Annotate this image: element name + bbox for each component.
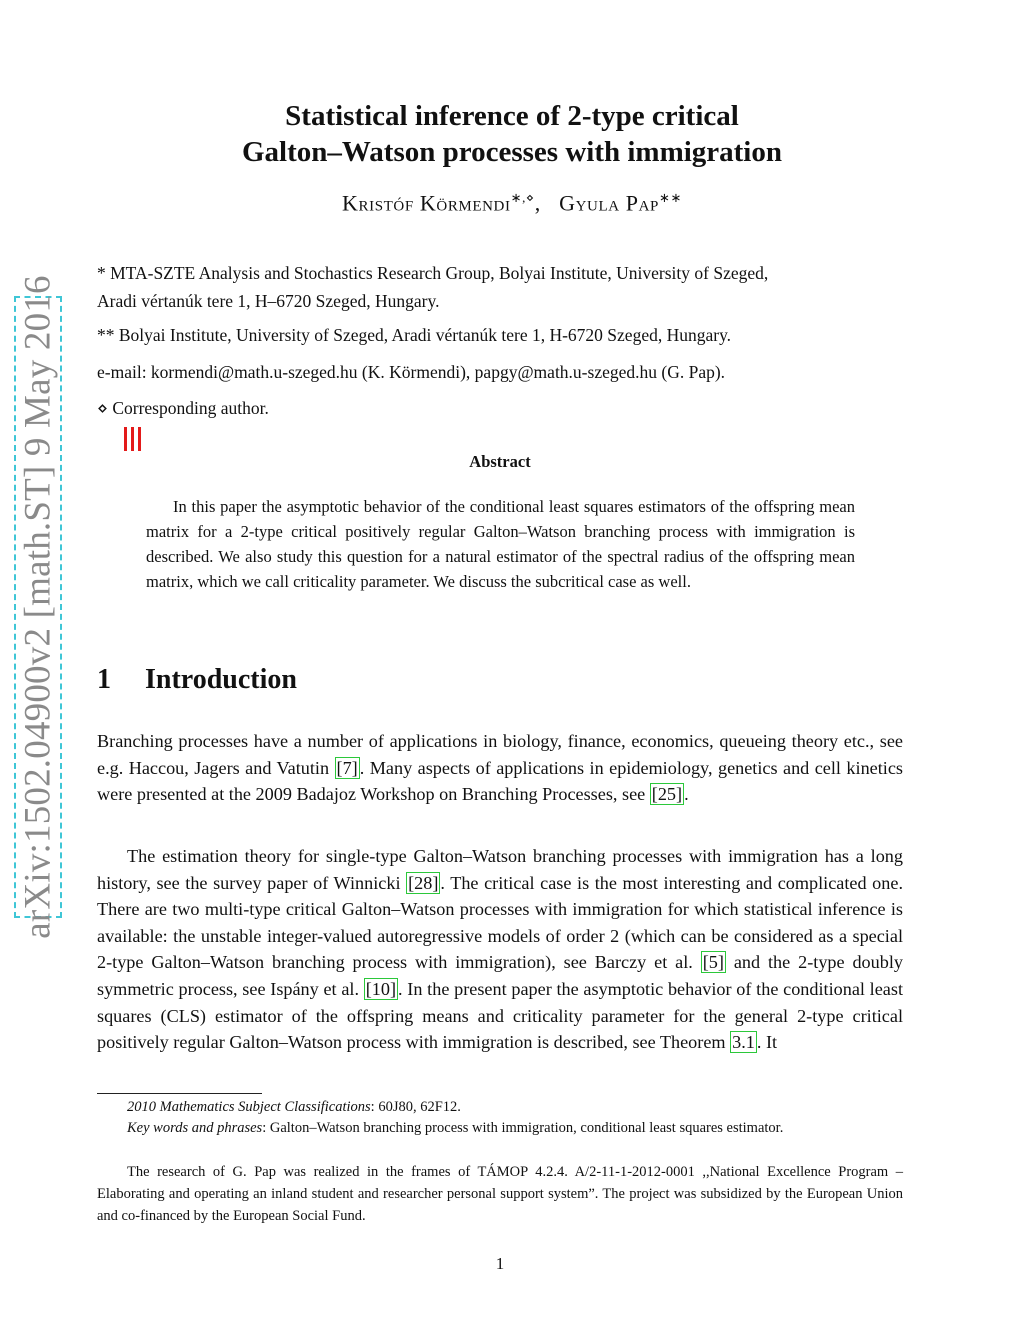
para2-text-5: . It <box>756 1032 778 1053</box>
section-title: Introduction <box>145 664 297 695</box>
abstract-body <box>146 494 855 594</box>
footnote-msc <box>97 1096 903 1118</box>
funding-text: The research of G. Pap was realized in the frames of TÁMOP 4.2.4. A/2-11-1-2012-0001 ,,National Excellence Program – Elaborating and operating an inland student and researcher personal support system”. The project was subsidized by the European Union and co-financed by the European Social Fund. <box>97 1164 903 1224</box>
email-line: e-mail: kormendi@math.u-szeged.hu (K. Körmendi), papgy@math.u-szeged.hu (G. Pap). <box>97 362 726 382</box>
section-heading <box>97 664 297 696</box>
intro-paragraph-1 <box>97 728 903 808</box>
title-line-2: Galton–Watson processes with immigration <box>242 136 782 168</box>
affiliation-1-line-1: * MTA-SZTE Analysis and Stochastics Research Group, Bolyai Institute, University of Szeged, <box>97 263 769 283</box>
msc-label: 2010 Mathematics Subject Classifications <box>127 1099 371 1115</box>
para2-text-2: . The critical case is the most interesting and complicated one. There are two multi-type critical Galton–Watson processes with immigration for which statistical inference is available: the unstable integer-valued autoregressive models of order 2 (which can be considered as a special 2-type Galton–Watson branching process with immigration), see Barczy et al. <box>97 872 903 973</box>
para2-text-3: and the 2-type doubly symmetric process, see Ispány et al. <box>97 952 903 999</box>
author-2: Gyula Pap <box>559 190 659 216</box>
abstract-heading: Abstract <box>469 452 531 471</box>
affiliation-1 <box>97 259 907 315</box>
paper-title <box>0 98 1024 170</box>
msc-value: : 60J80, 62F12. <box>370 1099 461 1115</box>
arxiv-stamp <box>14 275 62 939</box>
title-line-1: Statistical inference of 2-type critical <box>285 100 739 132</box>
revision-marker-icon <box>122 427 144 451</box>
affiliation-2: ** Bolyai Institute, University of Szeged, Aradi vértanúk tere 1, H-6720 Szeged, Hungary. <box>97 325 732 345</box>
abstract-text: In this paper the asymptotic behavior of the conditional least squares estimators of the offspring mean matrix for a 2-type critical positively regular Galton–Watson branching process with immigration is described. We also study this question for a natural estimator of the spectral radius of the offspring mean matrix, which we call criticality parameter. We discuss the subcritical case as well. <box>146 497 855 591</box>
arxiv-identifier: arXiv:1502.04900v2 [math.ST] 9 May 2016 <box>17 275 59 939</box>
corresponding-author: ⋄ Corresponding author. <box>97 398 269 418</box>
keywords-label: Key words and phrases <box>127 1120 263 1136</box>
intro-paragraph-2 <box>97 843 903 1056</box>
citation-link[interactable]: [25] <box>651 784 683 805</box>
footnote-keywords <box>97 1117 903 1139</box>
citation-link[interactable]: [5] <box>702 952 724 973</box>
para2-text-4: . In the present paper the asymptotic behavior of the conditional least squares (CLS) estimator of the offspring means and criticality parameter for the general 2-type critical positively regular Galton–Watson process with immigration is described, see Theorem <box>97 978 903 1053</box>
citation-link[interactable]: [7] <box>336 757 358 778</box>
page-number: 1 <box>495 1254 505 1273</box>
footnote-funding <box>97 1161 903 1227</box>
para2-text-1: The estimation theory for single-type Galton–Watson branching processes with immigration has a long history, see the survey paper of Winnicki <box>97 846 903 893</box>
author-1: Kristóf Körmendi <box>342 190 511 216</box>
author-separator: , <box>534 190 541 216</box>
affiliation-1-line-2: Aradi vértanúk tere 1, H–6720 Szeged, Hungary. <box>97 291 440 311</box>
author-2-marks: ∗∗ <box>658 190 682 205</box>
section-number: 1 <box>97 664 111 695</box>
keywords-value: : Galton–Watson branching process with immigration, conditional least squares estimator. <box>262 1120 784 1136</box>
theorem-link[interactable]: 3.1 <box>732 1032 755 1053</box>
para1-text-1: Branching processes have a number of applications in biology, finance, economics, queueing theory etc., see e.g. Haccou, Jagers and Vatutin <box>97 731 903 778</box>
footnote-rule <box>97 1093 262 1094</box>
para1-text-2: . Many aspects of applications in epidemiology, genetics and cell kinetics were presented at the 2009 Badajoz Workshop on Branching Processes, see <box>97 757 903 805</box>
citation-link[interactable]: [28] <box>408 872 439 893</box>
para1-text-3: . <box>684 784 689 805</box>
author-list <box>0 190 1024 216</box>
citation-link[interactable]: [10] <box>365 978 397 999</box>
author-1-marks: ∗,⋄ <box>510 190 535 205</box>
